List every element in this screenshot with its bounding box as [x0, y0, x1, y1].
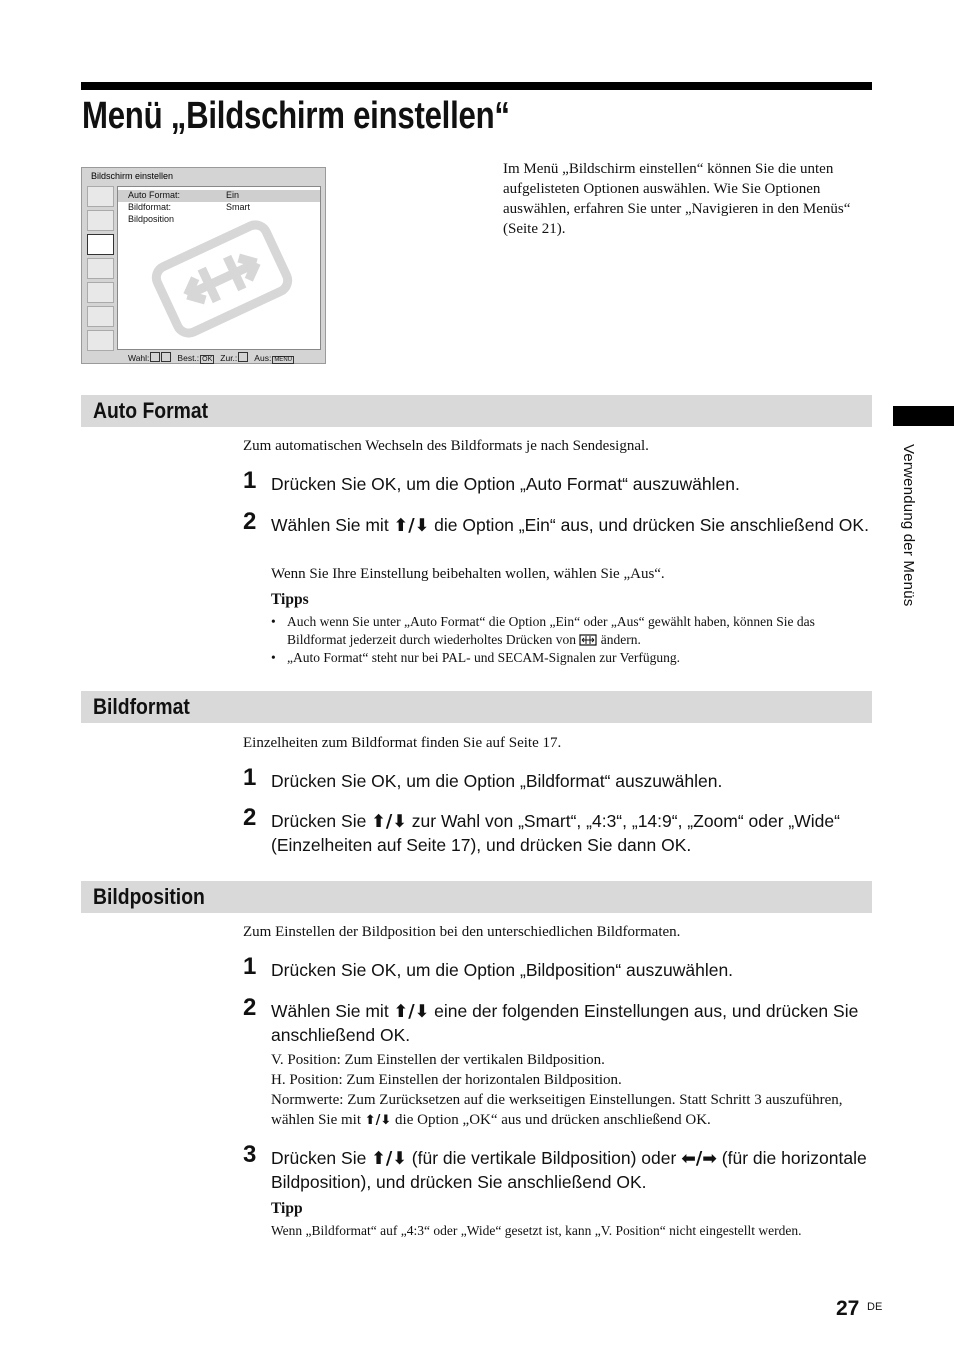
sound-icon	[87, 210, 114, 231]
picture-icon	[87, 186, 114, 207]
tip-item: • Auch wenn Sie unter „Auto Format“ die Option „Ein“ oder „Aus“ gewählt haben, können Sie das Bildformat jederzeit durch wiederholtes Drücken von ändern.	[271, 614, 815, 647]
screen-icon	[87, 234, 114, 255]
tips-heading: Tipps	[271, 591, 309, 608]
menu-row-auto-format: Auto Format: Ein	[118, 190, 320, 202]
auto-format-step1: Drücken Sie OK, um die Option „Auto Format“ auszuwählen.	[271, 474, 740, 494]
menu-screenshot	[81, 167, 326, 364]
left-right-arrow-icon: ⬅/➡	[681, 1149, 717, 1169]
step-number: 1	[243, 467, 257, 494]
bildformat-step1: Drücken Sie OK, um die Option „Bildformat“ auszuwählen.	[271, 771, 723, 791]
bildposition-step3: Drücken Sie ⬆/⬇ (für die vertikale Bildposition) oder ⬅/➡ (für die horizontale Bildposition), und drücken Sie anschließend OK.	[271, 1148, 867, 1192]
tip-text: Wenn „Bildformat“ auf „4:3“ oder „Wide“ gesetzt ist, kann „V. Position“ nicht eingestellt werden.	[271, 1223, 802, 1238]
wide-mode-icon	[579, 634, 597, 646]
tip-heading: Tipp	[271, 1200, 303, 1217]
bildformat-lead: Einzelheiten zum Bildformat finden Sie auf Seite 17.	[243, 735, 562, 751]
step-number: 1	[243, 764, 257, 791]
auto-format-lead: Zum automatischen Wechseln des Bildformats je nach Sendesignal.	[243, 438, 649, 454]
ok-key-icon: OK	[202, 356, 213, 363]
top-rule	[81, 82, 872, 90]
up-down-arrow-icon: ⬆/⬇	[364, 1113, 392, 1128]
bildposition-step2: Wählen Sie mit ⬆/⬇ eine der folgenden Einstellungen aus, und drücken Sie anschließend OK.	[271, 1001, 859, 1045]
menu-key-icon: MENU	[274, 357, 292, 363]
menu-screenshot-title: Bildschirm einstellen	[91, 171, 174, 181]
page-number: 27	[836, 1297, 860, 1320]
step-number: 1	[243, 953, 257, 980]
up-down-arrow-icon: ⬆/⬇	[393, 1002, 430, 1022]
bildposition-step1: Drücken Sie OK, um die Option „Bildposition“ auszuwählen.	[271, 960, 734, 980]
option-h-position: H. Position: Zum Einstellen der horizontalen Bildposition.	[271, 1072, 622, 1088]
step-number: 3	[243, 1141, 257, 1168]
bildposition-lead: Zum Einstellen der Bildposition bei den unterschiedlichen Bildformaten.	[243, 924, 681, 940]
down-key-icon	[161, 352, 171, 362]
auto-format-step2: Wählen Sie mit ⬆/⬇ die Option „Ein“ aus, und drücken Sie anschließend OK.	[271, 515, 869, 536]
menu-row-bildposition: Bildposition	[128, 214, 175, 224]
blank-icon	[87, 330, 114, 351]
tip-item: • „Auto Format“ steht nur bei PAL- und SECAM-Signalen zur Verfügung.	[271, 650, 680, 665]
bullet-icon: •	[271, 650, 276, 665]
page-title: Menü „Bildschirm einstellen“	[82, 95, 510, 137]
setup-icon	[87, 306, 114, 327]
side-tab-marker	[893, 406, 954, 426]
up-down-arrow-icon: ⬆/⬇	[371, 1149, 407, 1169]
menu-panel	[117, 186, 321, 350]
side-label: Verwendung der Menüs	[900, 444, 917, 607]
auto-format-note: Wenn Sie Ihre Einstellung beibehalten wollen, wählen Sie „Aus“.	[271, 566, 665, 582]
step-number: 2	[243, 508, 257, 535]
step-number: 2	[243, 804, 257, 831]
menu-icon-column	[85, 186, 116, 350]
section-header-auto-format: Auto Format	[81, 395, 872, 427]
intro-text: Im Menü „Bildschirm einstellen“ können Sie die unten aufgelisteten Optionen auswählen. Wie Sie Optionen auswählen, erfahren Sie unter „Navigieren in den Menüs“ (Seite 21).	[503, 161, 851, 237]
timer-icon	[87, 282, 114, 303]
updown-key-icon	[150, 352, 160, 362]
step-number: 2	[243, 994, 257, 1021]
bullet-icon: •	[271, 614, 276, 629]
bildformat-step2: Drücken Sie ⬆/⬇ zur Wahl von „Smart“, „4:3“, „14:9“, „Zoom“ oder „Wide“ (Einzelheiten auf Seite 17), und drücken Sie dann OK.	[271, 811, 840, 855]
section-header-bildposition: Bildposition	[81, 881, 872, 913]
page-language: DE	[867, 1301, 883, 1313]
menu-row-bildformat: Bildformat: Smart	[128, 202, 251, 212]
features-icon	[87, 258, 114, 279]
up-down-arrow-icon: ⬆/⬇	[371, 812, 407, 832]
option-normwerte: Normwerte: Zum Zurücksetzen auf die werkseitigen Einstellungen. Statt Schritt 3 auszuführen, wählen Sie mit ⬆/⬇ die Option „OK“ aus und drücken anschließend OK.	[271, 1090, 875, 1131]
option-v-position: V. Position: Zum Einstellen der vertikalen Bildposition.	[271, 1052, 605, 1068]
section-header-bildformat: Bildformat	[81, 691, 872, 723]
menu-footer: Wahl: Best.: OK Zur.: Aus: MENU	[128, 353, 292, 363]
up-down-arrow-icon: ⬆/⬇	[393, 516, 430, 536]
back-key-icon	[238, 352, 248, 362]
